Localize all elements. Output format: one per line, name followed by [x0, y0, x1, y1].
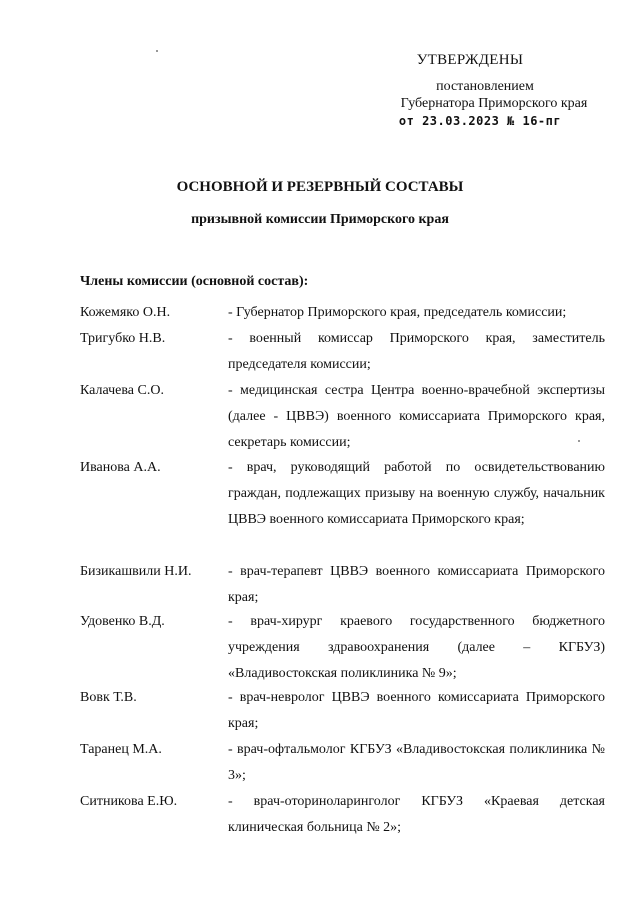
approval-line-date-number: от 23.03.2023 № 16-пг — [398, 114, 562, 128]
member-name: Калачева С.О. — [80, 383, 164, 398]
member-role: - Губернатор Приморского края, председатель комиссии; — [228, 305, 567, 320]
member-role: - врач-терапевт ЦВВЭ военного комиссариата Приморского края; — [228, 564, 605, 605]
document-title: ОСНОВНОЙ И РЕЗЕРВНЫЙ СОСТАВЫ — [176, 179, 464, 195]
document-subtitle: призывной комиссии Приморского края — [191, 212, 449, 227]
member-name: Кожемяко О.Н. — [80, 305, 171, 320]
section-label: Члены комиссии (основной состав): — [80, 274, 309, 289]
member-name: Вовк Т.В. — [80, 690, 137, 705]
member-role: - врач-невролог ЦВВЭ военного комиссариата Приморского края; — [228, 690, 605, 731]
member-name: Тригубко Н.В. — [80, 331, 166, 346]
member-name: Бизикашвили Н.И. — [80, 564, 192, 579]
approval-line-decree: постановлением — [436, 79, 534, 94]
member-role: - военный комиссар Приморского края, заместитель председателя комиссии; — [228, 331, 605, 372]
approval-line-governor: Губернатора Приморского края — [400, 96, 588, 111]
member-role: - врач-офтальмолог КГБУЗ «Владивостокская поликлиника № 3»; — [228, 742, 605, 783]
scan-speck — [156, 50, 158, 52]
member-role: - врач-хирург краевого государственного бюджетного учреждения здравоохранения (далее – КГБУЗ) «Владивостокская поликлиника № 9»; — [228, 614, 605, 681]
member-role: - врач, руководящий работой по освидетельствованию граждан, подлежащих призыву на военную службу, начальник ЦВВЭ военного комиссариата Приморского края; — [228, 460, 605, 527]
approval-title: УТВЕРЖДЕНЫ — [416, 52, 524, 68]
member-name: Удовенко В.Д. — [80, 614, 165, 629]
member-name: Таранец М.А. — [80, 742, 162, 757]
member-name: Иванова А.А. — [80, 460, 161, 475]
member-role: - врач-оториноларинголог КГБУЗ «Краевая детская клиническая больница № 2»; — [228, 794, 605, 835]
member-role: - медицинская сестра Центра военно-врачебной экспертизы (далее - ЦВВЭ) военного комиссариата Приморского края, секретарь комиссии; — [228, 383, 605, 450]
member-name: Ситникова Е.Ю. — [80, 794, 178, 809]
